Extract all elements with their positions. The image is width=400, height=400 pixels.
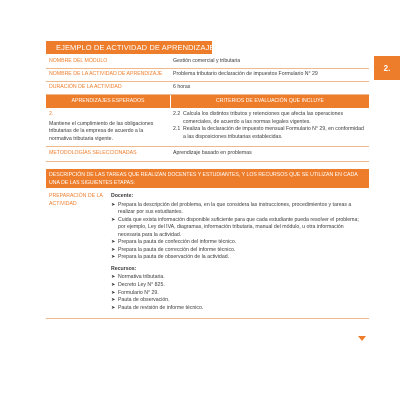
duration-value: 6 horas [173,84,191,91]
learning-number: 2. [49,111,54,117]
page-number-tab: 2. [374,56,400,80]
criterion-number: 2.2 [173,111,181,117]
description-banner: DESCRIPCIÓN DE LAS TAREAS QUE REALIZAN DOCENTES Y ESTUDIANTES, Y LOS RECURSOS QUE SE UTILIZAN EN CADA UNA DE LAS SIGUIENTES ETAPAS: [46,169,369,188]
docente-list [111,202,366,262]
methodology-label: METODOLOGÍAS SELECCIONADAS [49,150,137,157]
criteria-list [170,108,369,146]
info-row-duration [46,82,369,95]
list-item: ➤ Prepara la pauta de confección del informe técnico. [111,239,237,246]
list-item: ➤ Prepara la pauta de observación de la actividad. [111,254,230,261]
list-item: ➤ Prepara la descripción del problema, en la que considera las instrucciones, procedimientos y tareas a realizar por sus estudiantes. [111,201,352,216]
learning-criteria-row [46,108,369,147]
preparation-label: PREPARACIÓN DE LA ACTIVIDAD [49,193,103,207]
activity-name-value: Problema tributario declaración de impuestos Formulario N° 29 [173,71,318,78]
learning-text: Mantiene el cumplimiento de las obligaciones tributarias de la empresa de acuerdo a la normativa tributaria vigente. [49,120,154,142]
arrow-bullet-icon: ➤ [111,201,116,208]
arrow-bullet-icon: ➤ [111,274,116,281]
duration-label: DURACIÓN DE LA ACTIVIDAD [49,84,122,91]
module-name-value: Gestión comercial y tributaria [173,58,241,65]
arrow-bullet-icon: ➤ [111,216,116,223]
column-headers [46,95,369,108]
criterion-item [173,126,366,141]
list-item: ➤ Decreto Ley N° 825. [111,281,165,288]
module-name-label: NOMBRE DEL MÓDULO [49,58,108,65]
list-item: ➤ Normativa tributaria. [111,274,165,281]
criterion-text: Calcula los distintos tributos y retenciones que afecta las operaciones comerciales, de acuerdo a las normas legales vigentes. [183,111,344,125]
arrow-bullet-icon: ➤ [111,304,116,311]
recursos-list [111,274,366,312]
activity-table [46,56,369,319]
recursos-heading: Recursos: [111,265,137,272]
info-row-module [46,56,369,69]
arrow-bullet-icon: ➤ [111,289,116,296]
criterion-text: Realiza la declaración de impuesto mensual Formulario N° 29, en conformidad a las disposiciones tributarias establecidas. [183,126,364,140]
list-item: ➤ Pauta de revisión de informe técnico. [111,304,204,311]
arrow-bullet-icon: ➤ [111,246,116,253]
list-item: ➤ Formulario N° 29. [111,289,159,296]
methodology-row [46,147,369,162]
list-item: ➤ Cuida que exista información disponible suficiente para que cada estudiante pueda resolver el problema; por ejemplo, Ley del IVA, diagramas, información tributaria, manual del módulo, u otra información necesaria para la actividad. [111,216,359,238]
criterion-number: 2.1 [173,126,181,133]
arrow-bullet-icon: ➤ [111,281,116,288]
list-item: ➤ Prepara la pauta de corrección del informe técnico. [111,246,236,253]
activity-name-label: NOMBRE DE LA ACTIVIDAD DE APRENDIZAJE [49,71,163,78]
criterion-item [173,111,366,126]
learning-outcome [46,108,170,146]
info-row-activity [46,69,369,82]
learning-header: APRENDIZAJES ESPERADOS [71,97,145,104]
section-title: EJEMPLO DE ACTIVIDAD DE APRENDIZAJE [46,41,212,54]
list-item: ➤ Pauta de observación. [111,297,170,304]
preparation-content [108,190,369,318]
methodology-value: Aprendizaje basado en problemas [173,150,252,157]
arrow-bullet-icon: ➤ [111,239,116,246]
docente-heading: Docente: [111,193,134,200]
criteria-header: CRITERIOS DE EVALUACIÓN QUE INCLUYE [170,95,369,108]
arrow-bullet-icon: ➤ [111,254,116,261]
preparation-row [46,190,369,319]
arrow-bullet-icon: ➤ [111,297,116,304]
continue-arrow-icon [358,336,366,341]
